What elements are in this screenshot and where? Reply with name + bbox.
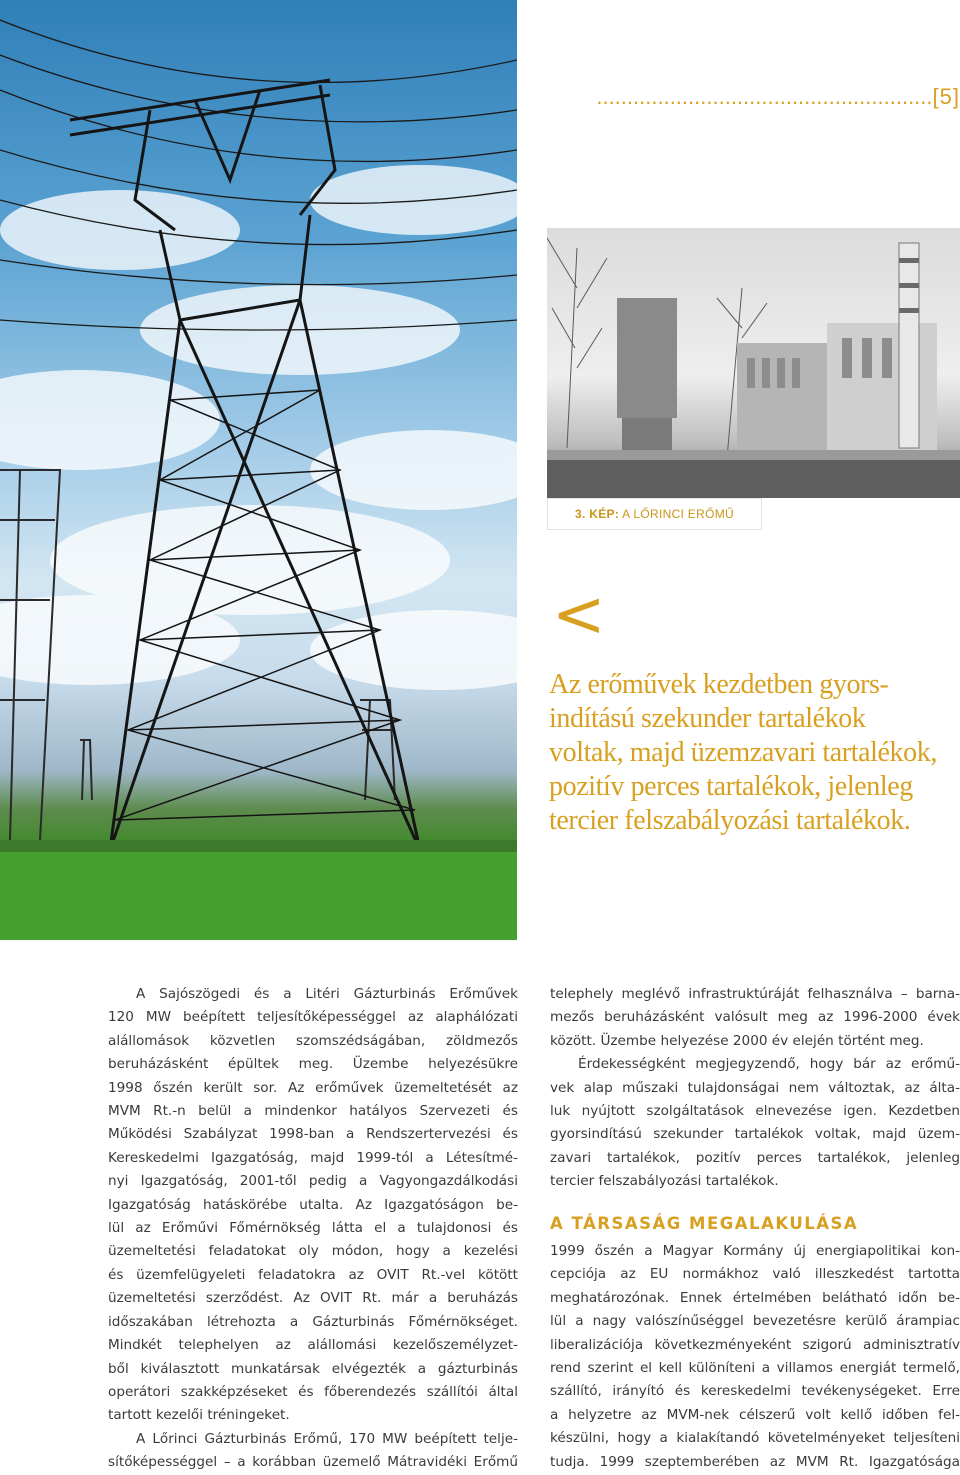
body-line: Működési Szabályzat 1998-ban a Rendszertervezési és: [108, 1126, 518, 1143]
photo-caption-text: A LŐRINCI ERŐMŰ: [622, 507, 734, 521]
body-line: operátori szakképzéseket és főberendezés szállítói által: [108, 1383, 518, 1400]
body-line: 120 MW beépített teljesítőképességgel az alaphálózati: [108, 1009, 518, 1026]
body-line: lül az Erőművi Főmérnökség látta el a tulajdonosi és: [108, 1220, 518, 1237]
body-line: A Sajószögedi és a Litéri Gázturbinás Erőművek: [136, 986, 518, 1002]
body-line: sítőképességgel – a korábban üzemelő Mátravidéki Erőmű: [108, 1454, 518, 1471]
body-column-right: [550, 983, 960, 1194]
pylon-illustration: [0, 0, 517, 940]
pull-quote-line: indítású szekunder tartalékok: [549, 703, 866, 734]
page-number-leader: .......................................................: [596, 84, 933, 109]
section-heading: A TÁRSASÁG MEGALAKULÁSA: [550, 1214, 859, 1233]
body-line: cepciója az EU normákhoz való illeszkedést tartotta: [550, 1266, 960, 1283]
body-line: A Lőrinci Gázturbinás Erőmű, 170 MW beépített telje-: [136, 1430, 518, 1447]
body-line: 1998 őszén került sor. Az erőművek üzemeltetését az: [108, 1079, 518, 1096]
page-number: [520, 84, 960, 110]
body-column-left: [108, 983, 518, 1475]
pull-quote-line: Az erőművek kezdetben gyors-: [549, 669, 889, 700]
body-line: rend szerint el kell különíteni a villamos energiát termelő,: [550, 1360, 960, 1377]
body-line: mezős beruházásként valósult meg az 1996-2000 évek: [550, 1009, 960, 1026]
pull-quote-line: voltak, majd üzemzavari tartalékok,: [549, 737, 937, 768]
body-line: időszakában létrehozta a Gázturbinás Főmérnökséget.: [108, 1313, 518, 1330]
body-line: Érdekességként megjegyzendő, hogy bár az erőmű-: [578, 1056, 960, 1073]
body-line: között. Üzembe helyezése 2000 év elején történt meg.: [550, 1032, 924, 1049]
body-line: nyi Igazgatóság, 2001-től pedig a Vagyongazdálkodási: [108, 1173, 518, 1190]
body-line: meghatározónak. Ennek értelmében belátható időn be-: [550, 1289, 960, 1306]
pull-quote-line: tercier felszabályozási tartalékok.: [549, 805, 911, 836]
body-line: zavari tartalékok, pozitív perces tartalékok, jelenleg: [550, 1149, 960, 1166]
body-line: Igazgatóság hatáskörébe utalta. Az Igazgatóságon be-: [108, 1196, 518, 1213]
body-line: luk nyújtott szolgáltatások elnevezése igen. Kezdetben: [550, 1103, 960, 1120]
body-line: liberalizációja következményeként szigorú adminisztratív: [550, 1336, 960, 1353]
body-line: alállomások közvetlen szomszédságában, zöldmezős: [108, 1032, 518, 1049]
page-number-value: [5]: [932, 84, 960, 109]
body-line: ből kiválasztott munkatársak elvégezték a gázturbinás: [108, 1360, 518, 1377]
body-line: Kereskedelmi Igazgatóság, majd 1999-tól a Létesítmé-: [108, 1149, 518, 1166]
body-line: szállító, irányító és kereskedelmi tevékenységeket. Erre: [550, 1383, 960, 1400]
body-line: MVM Rt.-n belül a mindenkor hatályos Szervezeti és: [108, 1103, 518, 1120]
photo-caption: [575, 507, 734, 521]
pull-quote: [549, 668, 960, 838]
body-line: lül a nagy valószínűséggel bevezetésre kerülő árampiac: [550, 1313, 960, 1330]
body-line: 1999 őszén a Magyar Kormány új energiapolitikai kon-: [550, 1243, 960, 1259]
body-line: tartott kezelői tréningeket.: [108, 1407, 290, 1424]
photo-caption-box: [547, 498, 762, 530]
body-line: üzemeltetési feladatokat oly módon, hogy a kezelési: [108, 1243, 518, 1260]
body-column-right-section: [550, 1240, 960, 1474]
body-line: vek alap műszaki tulajdonságai nem változtak, az álta-: [550, 1079, 960, 1096]
body-line: üzemeltetési szerződést. Az OVIT Rt. már a beruházás: [108, 1290, 518, 1307]
pull-quote-line: pozitív perces tartalékok, jelenleg: [549, 771, 913, 802]
pylon-photo: [0, 0, 517, 940]
body-line: gyorsindítású szekunder tartalékok voltak, majd üzem-: [550, 1126, 960, 1143]
power-plant-photo: [547, 228, 960, 498]
body-line: és üzemfelügyeleti feladatokra az OVIT Rt.-vel kötött: [108, 1266, 518, 1283]
body-line: a helyzetre az MVM-nek célszerű volt kellő időben fel-: [550, 1406, 960, 1423]
power-plant-illustration: [547, 228, 960, 498]
body-line: tercier felszabályozási tartalékok.: [550, 1173, 779, 1190]
body-line: Mindkét telephelyen az alállomási kezelőszemélyzet-: [108, 1337, 518, 1354]
body-line: telephely meglévő infrastruktúráját felhasználva – barna-: [550, 986, 960, 1002]
body-line: beruházásként épültek meg. Üzembe helyezésükre: [108, 1056, 518, 1073]
body-line: tudja. 1999 szeptemberében az MVM Rt. Igazgatósága: [550, 1453, 960, 1470]
body-line: készülni, hogy a kialakítandó követelményeket teljesíteni: [550, 1430, 960, 1447]
chevron-left-icon: <: [552, 578, 606, 652]
photo-caption-number: 3. KÉP:: [575, 507, 620, 521]
